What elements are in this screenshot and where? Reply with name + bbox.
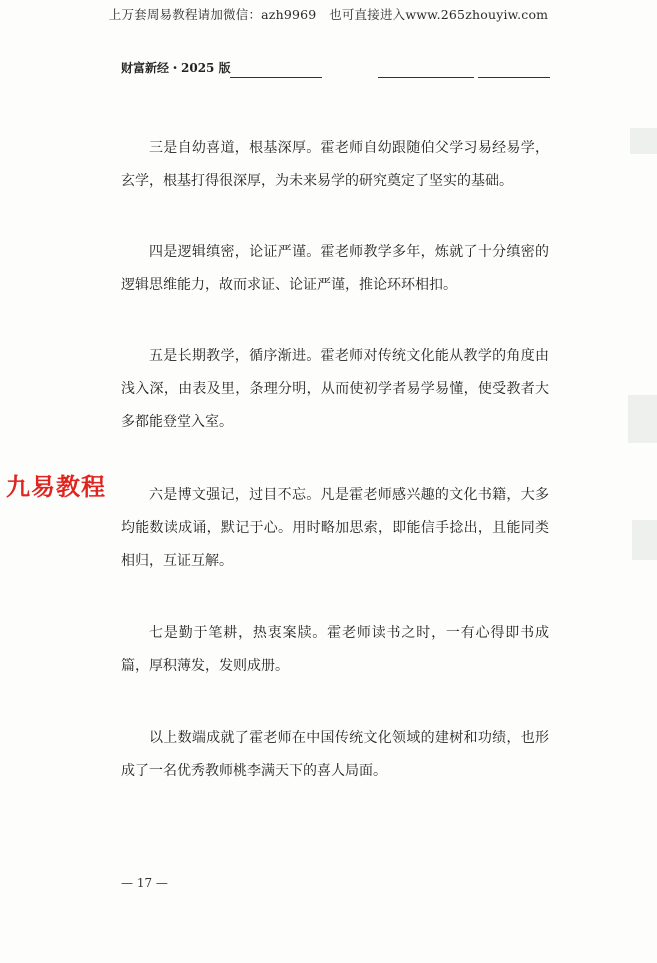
watermark-stamp: 九易教程	[6, 473, 106, 501]
paragraph: 六是博文强记，过目不忘。凡是霍老师感兴趣的文化书籍，大多均能数读成诵，默记于心。用时略加思索，即能信手捻出，且能同类相归，互证互解。	[121, 487, 549, 569]
paragraph: 以上数端成就了霍老师在中国传统文化领域的建树和功绩，也形成了一名优秀教师桃李满天下的喜人局面。	[121, 730, 549, 779]
header-rule	[378, 77, 474, 78]
paragraph: 五是长期教学，循序渐进。霍老师对传统文化能从教学的角度由浅入深，由表及里，条理分明，从而使初学者易学易懂，使受教者大多都能登堂入室。	[121, 348, 549, 430]
scan-artifact	[632, 520, 657, 560]
paragraph: 四是逻辑缜密，论证严谨。霍老师教学多年，炼就了十分缜密的逻辑思维能力，故而求证、论证严谨，推论环环相扣。	[121, 244, 549, 293]
paragraph: 三是自幼喜道，根基深厚。霍老师自幼跟随伯父学习易经易学，玄学，根基打得很深厚，为未来易学的研究奠定了坚实的基础。	[121, 140, 549, 189]
header-rule	[478, 77, 550, 78]
header-rule	[230, 77, 322, 78]
scan-artifact	[628, 395, 657, 443]
running-head: 财富新经・2025 版	[121, 61, 231, 75]
paragraph: 七是勤于笔耕，热衷案牍。霍老师读书之时，一有心得即书成篇，厚积薄发，发则成册。	[121, 625, 549, 674]
page-number: — 17 —	[121, 876, 168, 890]
watermark-banner: 上万套周易教程请加微信：azh9969 也可直接进入www.265zhouyiw.com	[108, 7, 549, 22]
scan-artifact	[630, 128, 657, 154]
